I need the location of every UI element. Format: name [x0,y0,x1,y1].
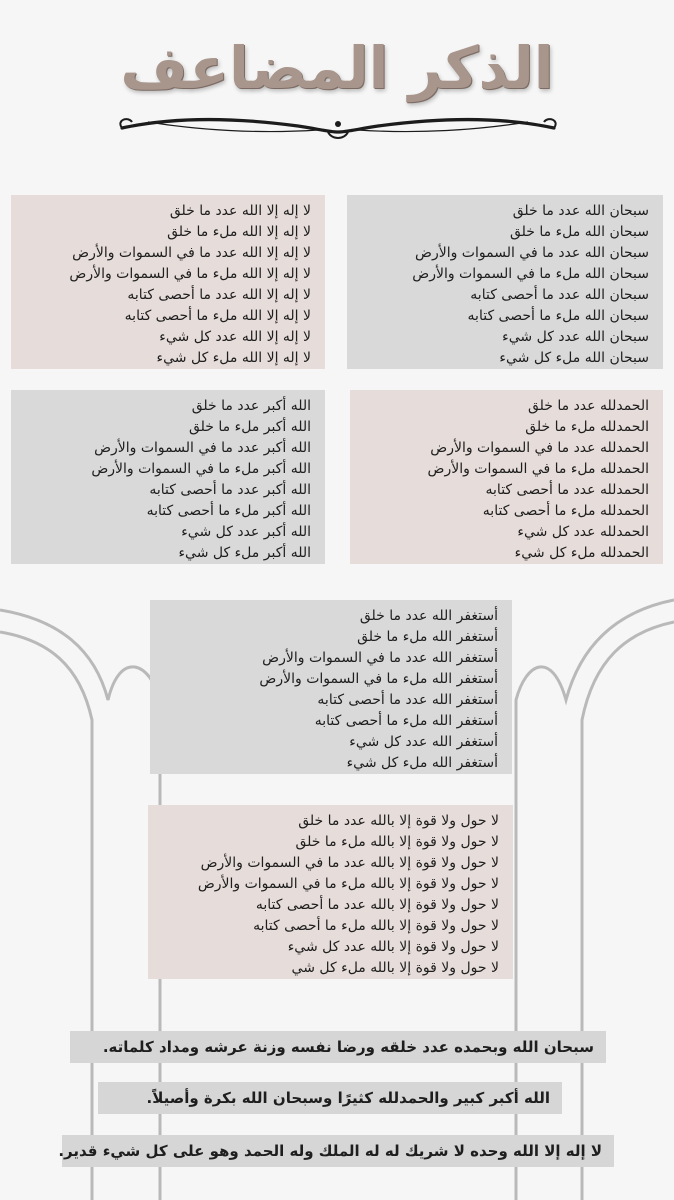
dhikr-line: لا حول ولا قوة إلا بالله عدد ما في السموات والأرض [200,855,499,871]
dhikr-line: لا إله إلا الله ملء ما أحصى كتابه [124,308,311,324]
dhikr-line: الحمدلله ملء ما خلق [525,419,649,435]
dhikr-line: لا حول ولا قوة إلا بالله عدد ما أحصى كتابه [255,897,499,913]
dhikr-line: لا إله إلا الله ملء كل شيء [156,350,311,366]
dhikr-line: لا إله إلا الله عدد ما أحصى كتابه [127,287,311,303]
dhikr-line: الحمدلله عدد ما خلق [527,398,649,414]
dhikr-line: الحمدلله ملء كل شيء [514,545,649,561]
dhikr-line: سبحان الله ملء كل شيء [499,350,649,366]
hawqala-box [148,805,513,979]
dhikr-line: أستغفر الله ملء ما في السموات والأرض [259,671,498,687]
dhikr-line: سبحان الله ملء ما في السموات والأرض [412,266,649,282]
dhikr-line: لا إله إلا الله عدد ما في السموات والأرض [72,245,311,261]
dhikr-line: لا إله إلا الله عدد ما خلق [169,203,311,219]
dhikr-line: الله أكبر عدد ما في السموات والأرض [94,440,311,456]
dhikr-line: سبحان الله عدد ما في السموات والأرض [415,245,649,261]
dhikr-line: أستغفر الله ملء ما خلق [357,629,498,645]
dhikr-strip-3: لا إله إلا الله وحده لا شريك له له الملك وله الحمد وهو على كل شيء قدير. [62,1135,614,1167]
dhikr-line: أستغفر الله ملء كل شيء [346,755,498,771]
dhikr-line: أستغفر الله عدد كل شيء [349,734,498,750]
dhikr-line: الحمدلله ملء ما أحصى كتابه [482,503,649,519]
dhikr-line: لا إله إلا الله ملء ما في السموات والأرض [69,266,311,282]
tahmid-box [350,390,663,564]
dhikr-line: سبحان الله عدد ما خلق [512,203,649,219]
dhikr-line: الحمدلله عدد ما أحصى كتابه [485,482,649,498]
dhikr-line: الله أكبر ملء ما أحصى كتابه [146,503,311,519]
dhikr-line: أستغفر الله عدد ما في السموات والأرض [262,650,498,666]
dhikr-line: الله أكبر عدد ما خلق [191,398,311,414]
dhikr-line: لا حول ولا قوة إلا بالله عدد كل شيء [287,939,499,955]
dhikr-line: سبحان الله عدد ما أحصى كتابه [470,287,649,303]
dhikr-line: الله أكبر ملء ما خلق [188,419,311,435]
dhikr-line: لا حول ولا قوة إلا بالله ملء ما أحصى كتابه [253,918,499,934]
dhikr-line: لا حول ولا قوة إلا بالله ملء ما خلق [295,834,499,850]
dhikr-line: سبحان الله ملء ما أحصى كتابه [467,308,649,324]
dhikr-line: لا حول ولا قوة إلا بالله ملء كل شي [291,960,499,976]
takbir-box [11,390,325,564]
dhikr-line: لا إله إلا الله عدد كل شيء [159,329,311,345]
dhikr-line: الله أكبر عدد ما أحصى كتابه [149,482,311,498]
dhikr-line: أستغفر الله ملء ما أحصى كتابه [314,713,498,729]
dhikr-line: الحمدلله عدد ما في السموات والأرض [430,440,649,456]
dhikr-line: الحمدلله ملء ما في السموات والأرض [427,461,649,477]
dhikr-line: سبحان الله ملء ما خلق [509,224,649,240]
dhikr-line: سبحان الله عدد كل شيء [502,329,649,345]
dhikr-line: الله أكبر ملء ما في السموات والأرض [91,461,311,477]
dhikr-line: لا إله إلا الله ملء ما خلق [167,224,311,240]
dhikr-line: الله أكبر عدد كل شيء [181,524,311,540]
dhikr-line: لا حول ولا قوة إلا بالله ملء ما في السموات والأرض [197,876,499,892]
dhikr-strip-2: الله أكبر كبير والحمدلله كثيرًا وسبحان الله بكرة وأصيلاً. [98,1082,562,1114]
istighfar-box [150,600,512,774]
dhikr-line: أستغفر الله عدد ما أحصى كتابه [317,692,498,708]
dhikr-line: لا حول ولا قوة إلا بالله عدد ما خلق [298,813,499,829]
tasbih-box [347,195,663,369]
ornament-divider-icon [118,110,558,144]
dhikr-line: الحمدلله عدد كل شيء [517,524,649,540]
dhikr-line: أستغفر الله عدد ما خلق [359,608,498,624]
dhikr-line: الله أكبر ملء كل شيء [178,545,311,561]
tahlil-box [11,195,325,369]
page-title: الذكر المضاعف [120,34,554,102]
dhikr-strip-1: سبحان الله وبحمده عدد خلقه ورضا نفسه وزنة عرشه ومداد كلماته. [70,1031,606,1063]
